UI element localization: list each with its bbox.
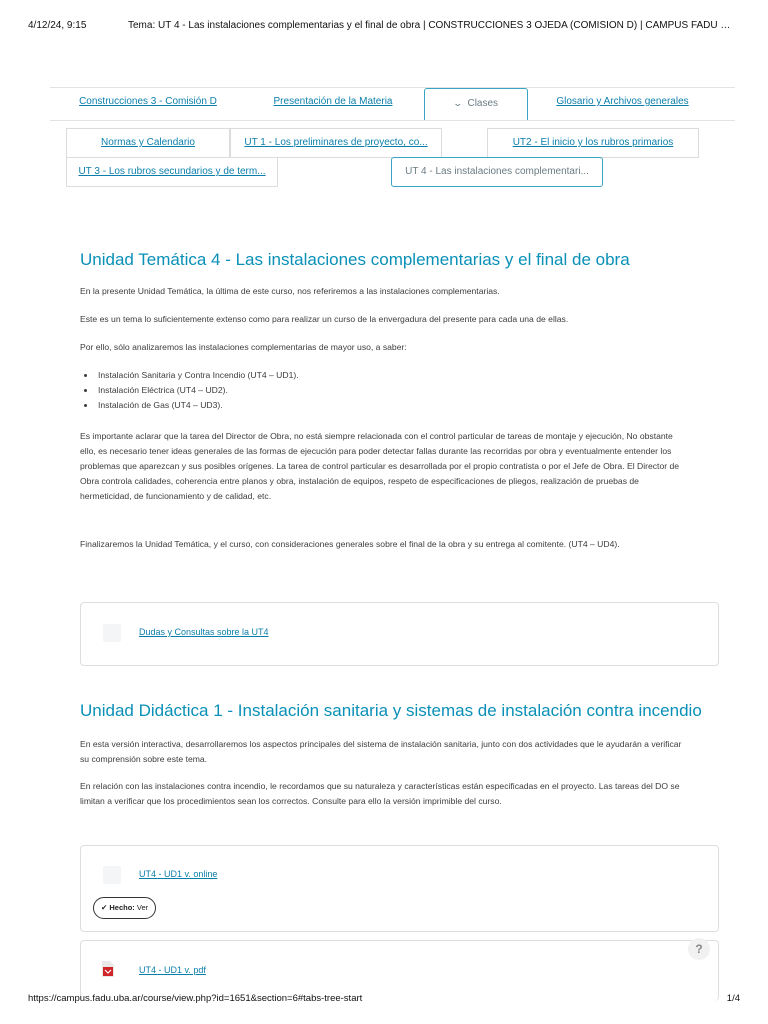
tab-presentacion[interactable]: Presentación de la Materia: [273, 96, 393, 107]
tab-ut1[interactable]: UT 1 - Los preliminares de proyecto, co...: [230, 128, 442, 158]
list-item: • Instalación Eléctrica (UT4 – UD2).: [96, 383, 299, 398]
installations-list: [80, 368, 299, 413]
print-header: [0, 0, 768, 40]
list-item: • Instalación de Gas (UT4 – UD3).: [96, 398, 299, 413]
tab-ut4-current[interactable]: UT 4 - Las instalaciones complementari...: [391, 157, 603, 187]
pdf-icon: [101, 961, 115, 977]
completion-done-button[interactable]: [93, 897, 156, 919]
paragraph: Por ello, sólo analizaremos las instalaciones complementarias de mayor uso, a saber:: [80, 342, 407, 352]
print-page-number: 1/4: [726, 993, 740, 1004]
print-title: Tema: UT 4 - Las instalaciones complementarias y el final de obra | CONSTRUCCIONES 3 OJEDA (COMISION D) | CAMPUS FADU …: [128, 20, 731, 31]
page-icon: [103, 866, 121, 884]
online-activity-card: [80, 845, 719, 932]
tab-glosario[interactable]: Glosario y Archivos generales: [556, 96, 689, 107]
paragraph: En la presente Unidad Temática, la última de este curso, nos referiremos a las instalaciones complementarias.: [80, 286, 500, 296]
list-item: • Instalación Sanitaria y Contra Incendio (UT4 – UD1).: [96, 368, 299, 383]
section-heading-ud1: Unidad Didáctica 1 - Instalación sanitaria y sistemas de instalación contra incendio: [80, 701, 702, 720]
tab-ut3[interactable]: UT 3 - Los rubros secundarios y de term...: [66, 157, 278, 187]
activity-pdf-link[interactable]: UT4 - UD1 v. pdf: [139, 965, 206, 975]
paragraph: Finalizaremos la Unidad Temática, y el curso, con consideraciones generales sobre el final de la obra y su entrega al comitente. (UT4 – UD4).: [80, 539, 620, 549]
tab-normas-calendario[interactable]: Normas y Calendario: [66, 128, 230, 158]
tab-ut2[interactable]: UT2 - El inicio y los rubros primarios: [487, 128, 699, 158]
check-icon: ✔: [101, 903, 108, 912]
chevron-down-icon: ⌄: [452, 98, 463, 108]
done-view-label: Ver: [136, 903, 149, 912]
done-label: Hecho:: [109, 903, 135, 912]
activity-online-link[interactable]: UT4 - UD1 v. online: [139, 869, 218, 879]
tab-clases-label: Clases: [467, 98, 499, 109]
print-date: 4/12/24, 9:15: [28, 20, 87, 31]
section-heading-ut4: Unidad Temática 4 - Las instalaciones complementarias y el final de obra: [80, 250, 630, 269]
paragraph: En esta versión interactiva, desarrollaremos los aspectos principales del sistema de instalación sanitaria, junto con dos actividades que le ayudarán a verificar su comprensión sobre este tema.: [80, 739, 682, 764]
tab-clases[interactable]: [424, 88, 528, 120]
forum-link[interactable]: Dudas y Consultas sobre la UT4: [139, 627, 269, 637]
forum-activity-card: [80, 602, 719, 666]
forum-icon: [103, 624, 121, 642]
tab-course-home[interactable]: Construcciones 3 - Comisión D: [79, 96, 217, 107]
paragraph: En relación con las instalaciones contra incendio, le recordamos que su naturaleza y características están especificadas en el proyecto. Las tareas del DO se limitan a verificar que los procedimientos sean los correctos. Consulte para ello la versión imprimible del curso.: [80, 781, 680, 806]
print-url: https://campus.fadu.uba.ar/course/view.php?id=1651&section=6#tabs-tree-start: [28, 993, 363, 1004]
print-footer: [0, 990, 768, 1010]
paragraph: Es importante aclarar que la tarea del Director de Obra, no está siempre relacionada con el control particular de tareas de montaje y ejecución, No obstante ello, es necesario tener ideas generales de las formas de ejecución para poder detectar fallas durante las recorridas por obra y eventualmente entender los problemas que aparezcan y sus posibles orígenes. La tarea de control particular es desarrollada por el propio contratista o por el Jefe de Obra. El Director de Obra controla calidades, coherencia entre planos y obra, instalación de equipos, respeto de especificaciones de pliegos, realización de pruebas de hermeticidad, de funcionamiento y de calidad, etc.: [80, 431, 680, 501]
paragraph: Este es un tema lo suficientemente extenso como para realizar un curso de la envergadura del presente para cada una de ellas.: [80, 314, 569, 324]
help-button[interactable]: ?: [688, 938, 710, 960]
